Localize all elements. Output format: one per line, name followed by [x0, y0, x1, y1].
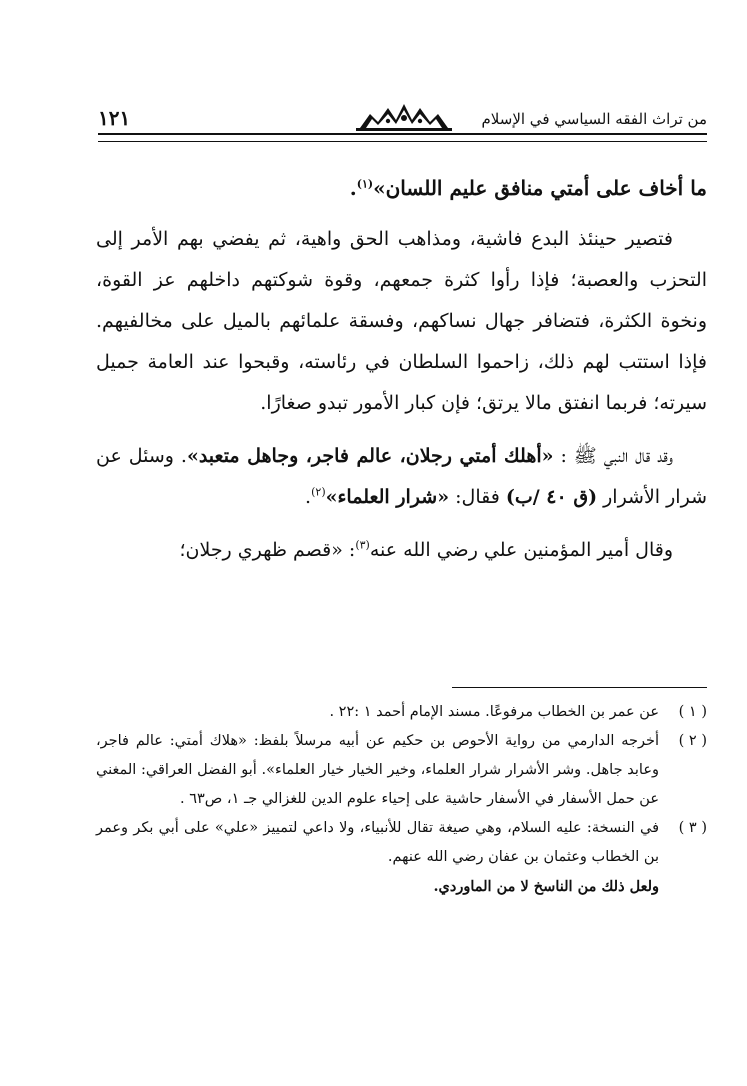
- footnote-ref-2: (٢): [311, 485, 326, 499]
- p3-mid: . وسئل عن شرار الأشرار: [96, 445, 707, 508]
- p4-rest: : «قصم ظهري رجلان؛: [179, 539, 356, 561]
- header-rule: [98, 133, 707, 142]
- footnote-ref-1: (١): [356, 177, 374, 191]
- footnote-number: ( ١ ): [678, 704, 707, 720]
- p3-quote-2: «شرار العلماء»: [325, 486, 450, 508]
- paragraph-4: [96, 530, 707, 571]
- p1-end: .: [349, 176, 357, 200]
- p3-end: .: [305, 486, 312, 508]
- footnote-2: [96, 727, 707, 814]
- footnote-3: [96, 814, 707, 902]
- p1-text: ما أخاف على أمتي منافق عليم اللسان»: [373, 176, 707, 200]
- footnote-number: ( ٢ ): [678, 733, 707, 749]
- footnote-text-block: [96, 814, 659, 902]
- footnote-ref-3: (٣): [355, 538, 370, 552]
- footnote-text: عن عمر بن الخطاب مرفوعًا. مسند الإمام أحمد ١ :٢٢ .: [329, 704, 659, 720]
- footnote-number: ( ٣ ): [678, 820, 707, 836]
- footnote-text: في النسخة: عليه السلام، وهي صيغة تقال للأنبياء، ولا داعي لتمييز «علي» على أبي بكر وعمر بن الخطاب وعثمان بن عفان رضي الله عنهم.: [96, 820, 659, 865]
- footnote-note: ولعل ذلك من الناسخ لا من الماوردي.: [433, 878, 659, 895]
- paragraph-1: [96, 168, 707, 209]
- p4-lead: وقال أمير المؤمنين علي رضي الله عنه: [369, 539, 673, 561]
- paragraph-3: [96, 436, 707, 518]
- footnote-text: أخرجه الدارمي من رواية الأحوص بن حكيم عن أبيه مرسلاً بلفظ: «هلاك أمتي: عالم فاجر، وعابد جاهل. وشر الأشرار شرار العلماء، وخير الخيار خيار العلماء». أبو الفضل العراقي: المغني عن حمل الأسفار في الأسفار حاشية على إحياء علوم الدين للغزالي جـ ١، ص٦٣ .: [96, 733, 659, 807]
- p3-quote-1: «أهلك أمتي رجلان، عالم فاجر، وجاهل متعبد»: [186, 445, 554, 467]
- footnote-separator: [452, 687, 707, 688]
- p3-mid-2: فقال:: [449, 486, 506, 508]
- footnote-1: [96, 698, 707, 727]
- p3-lead: وقد قال النبي ﷺ :: [553, 445, 673, 467]
- p3-folio: (ق ٤٠ /ب): [505, 486, 598, 508]
- footnotes: [96, 698, 707, 902]
- main-text: [96, 168, 707, 571]
- running-header: [98, 92, 707, 132]
- paragraph-2: فتصير حينئذ البدع فاشية، ومذاهب الحق واهية، ثم يفضي بهم الأمر إلى التحزب والعصبة؛ فإذا رأوا كثرة جمعهم، وقوة شوكتهم داخلهم عز القوة، ونخوة الكثرة، فتضافر جهال نساكهم، وفسقة علمائهم بالميل على مخالفيهم. فإذا استتب لهم ذلك، زاحموا السلطان في رئاسته، وقبحوا عند العامة جميل سيرته؛ فربما انفتق مالا يرتق؛ فإن كبار الأمور تبدو صغارًا.: [96, 228, 707, 414]
- crown-ornament-icon: [356, 102, 452, 132]
- page-number: ١٢١: [98, 106, 131, 130]
- header-title: من تراث الفقه السياسي في الإسلام: [481, 110, 707, 128]
